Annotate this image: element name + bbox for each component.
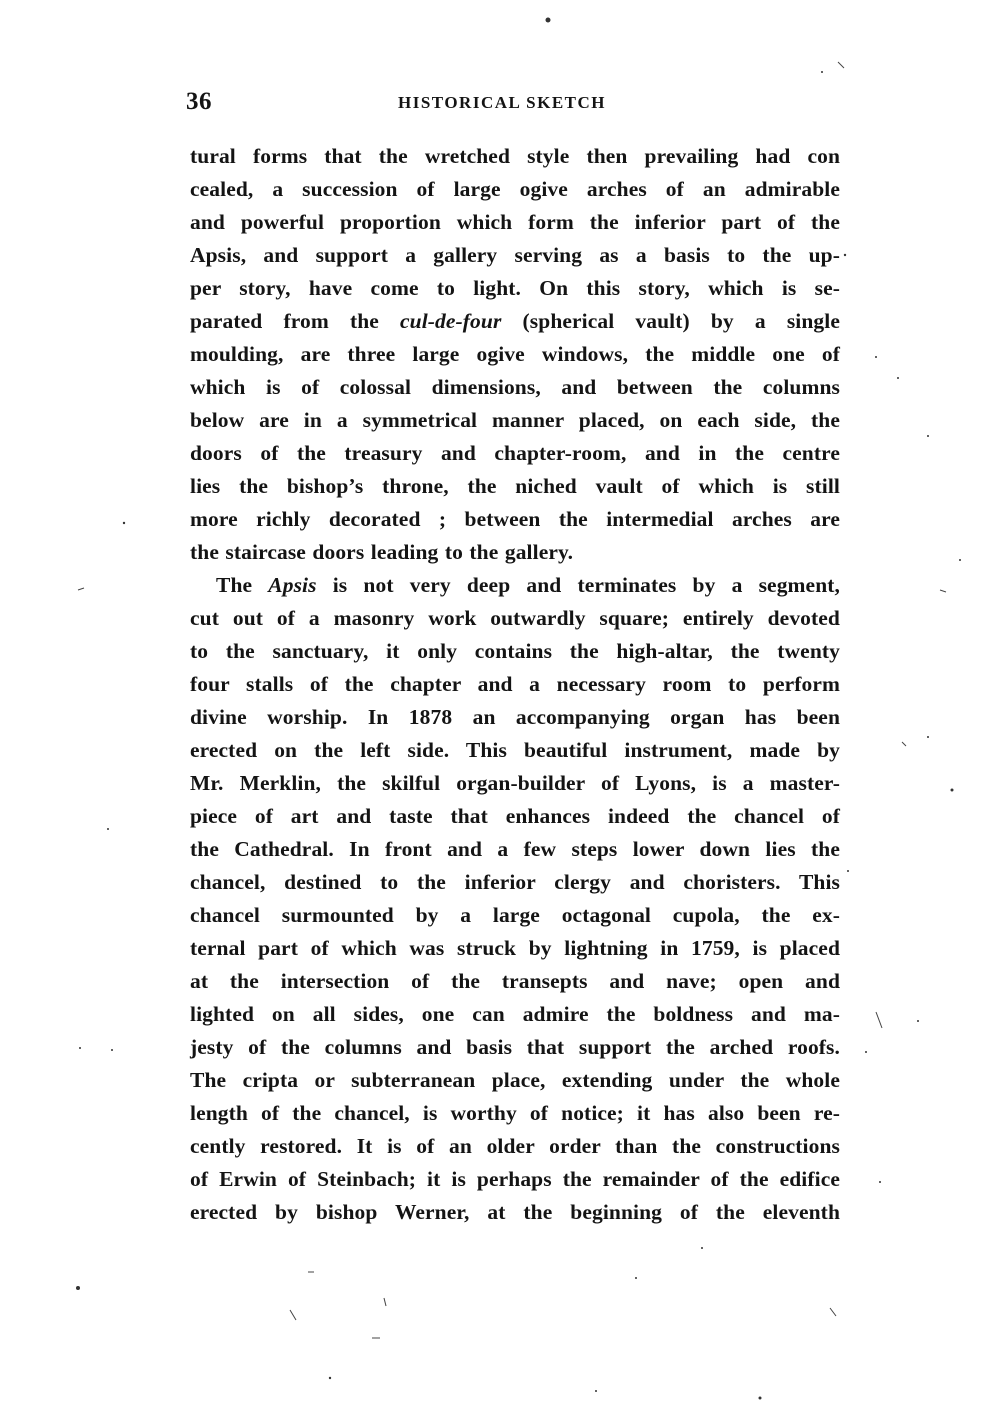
text-line: cut out of a masonry work outwardly square; entirely devoted <box>190 606 840 630</box>
text-line: four stalls of the chapter and a necessary room to perform <box>190 672 840 696</box>
text-line: at the intersection of the transepts and nave; open and <box>190 969 840 993</box>
running-title: HISTORICAL SKETCH <box>398 93 607 112</box>
text-line: erected by bishop Werner, at the beginning of the eleventh <box>190 1200 840 1224</box>
body-text <box>190 140 840 1229</box>
text-line: per story, have come to light. On this story, which is se- <box>190 276 840 300</box>
text-line: and powerful proportion which form the inferior part of the <box>190 210 840 234</box>
text-line: chancel surmounted by a large octagonal cupola, the ex- <box>190 903 840 927</box>
text-run: is not very deep and terminates by a segment, <box>316 573 840 597</box>
text-line: jesty of the columns and basis that support the arched roofs. <box>190 1035 840 1059</box>
text-line: lighted on all sides, one can admire the boldness and ma- <box>190 1002 840 1026</box>
text-line: lies the bishop’s throne, the niched vault of which is still <box>190 474 840 498</box>
text-line <box>190 305 840 338</box>
text-line: chancel, destined to the inferior clergy and choristers. This <box>190 870 840 894</box>
running-head <box>186 88 836 122</box>
text-run: parated from the <box>190 309 401 333</box>
text-line: which is of colossal dimensions, and between the columns <box>190 375 840 399</box>
text-line <box>190 569 840 602</box>
text-line: erected on the left side. This beautiful instrument, made by <box>190 738 840 762</box>
text-line: The cripta or subterranean place, extending under the whole <box>190 1068 840 1092</box>
text-line: of Erwin of Steinbach; it is perhaps the remainder of the edifice <box>190 1167 840 1191</box>
text-line: moulding, are three large ogive windows, the middle one of <box>190 342 840 366</box>
text-line: Mr. Merklin, the skilful organ-builder of Lyons, is a master- <box>190 771 840 795</box>
italic-term: Apsis <box>268 573 317 597</box>
text-line: the Cathedral. In front and a few steps lower down lies the <box>190 837 840 861</box>
text-line: length of the chancel, is worthy of notice; it has also been re- <box>190 1101 840 1125</box>
text-line: more richly decorated ; between the intermedial arches are <box>190 507 840 531</box>
text-line: cealed, a succession of large ogive arches of an admirable <box>190 177 840 201</box>
text-line: piece of art and taste that enhances indeed the chancel of <box>190 804 840 828</box>
text-line: cently restored. It is of an older order than the constructions <box>190 1134 840 1158</box>
text-line: Apsis, and support a gallery serving as a basis to the up- <box>190 243 840 267</box>
italic-term: cul-de-four <box>400 309 502 333</box>
text-line: below are in a symmetrical manner placed, on each side, the <box>190 408 840 432</box>
page-number: 36 <box>186 88 212 115</box>
text-line: the staircase doors leading to the gallery. <box>190 540 574 564</box>
text-line: doors of the treasury and chapter-room, and in the centre <box>190 441 840 465</box>
text-line: to the sanctuary, it only contains the high-altar, the twenty <box>190 639 840 663</box>
text-run: (spherical vault) by a single <box>501 309 840 333</box>
text-run: The <box>216 573 269 597</box>
text-line: tural forms that the wretched style then prevailing had con <box>190 144 840 168</box>
text-line: ternal part of which was struck by lightning in 1759, is placed <box>190 936 840 960</box>
text-line: divine worship. In 1878 an accompanying organ has been <box>190 705 840 729</box>
